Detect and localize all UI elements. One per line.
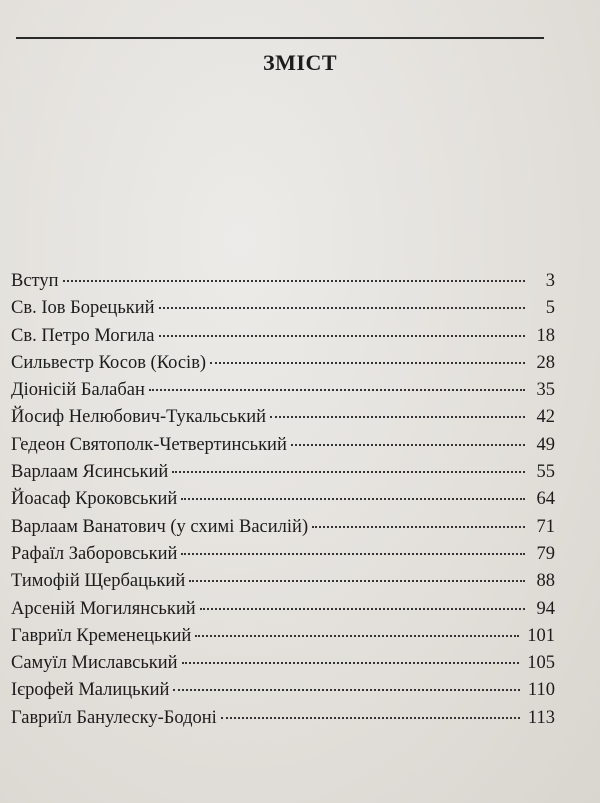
toc-entry-name: Тимофій Щербацький (11, 571, 186, 592)
toc-entry-page: 55 (536, 462, 555, 483)
toc-entry-name: Варлаам Ванатович (у схимі Василій) (11, 516, 309, 537)
toc-entry-page: 35 (536, 380, 555, 401)
toc-entry-name: Сильвестр Косов (Косів) (11, 352, 207, 373)
toc-entry-page: 88 (536, 571, 555, 592)
toc-entry (11, 459, 555, 486)
toc-entry-name: Варлаам Ясинський (11, 462, 169, 483)
toc-entry (11, 350, 555, 377)
toc-entry-page: 49 (536, 434, 555, 455)
toc-entry-page: 94 (536, 598, 555, 619)
toc-entry-page: 79 (536, 543, 555, 564)
toc-entry (11, 404, 555, 431)
dot-leader (172, 471, 525, 473)
toc-entry (11, 650, 555, 677)
dot-leader (200, 608, 525, 610)
toc-entry-name: Гедеон Святополк-Четвертинський (11, 434, 287, 455)
dot-leader (63, 280, 525, 282)
dot-leader (312, 526, 525, 528)
header-rule (16, 37, 544, 39)
toc-entry (11, 677, 555, 704)
toc-entry-name: Св. Іов Борецький (11, 298, 155, 319)
toc-entry (11, 514, 555, 541)
toc-entry-name: Гавриїл Кременецький (11, 625, 192, 646)
toc-entry-page: 3 (545, 271, 555, 291)
toc-entry (11, 268, 555, 295)
toc-entry-name: Самуїл Миславський (11, 653, 178, 674)
page-title: ЗМІСТ (263, 50, 337, 75)
toc-entry-page: 71 (536, 516, 555, 537)
dot-leader (189, 580, 525, 582)
dot-leader (159, 335, 525, 337)
toc-entry (11, 705, 555, 732)
toc-entry-page: 113 (527, 707, 555, 728)
toc-entry-page: 5 (545, 298, 555, 319)
toc-entry (11, 323, 555, 350)
toc-entry-name: Вступ (11, 271, 59, 291)
dot-leader (181, 553, 525, 555)
table-of-contents (11, 268, 555, 732)
toc-entry-page: 28 (536, 352, 555, 373)
toc-entry-name: Йоасаф Кроковський (11, 489, 178, 510)
toc-entry-name: Арсеній Могилянський (11, 598, 196, 619)
dot-leader (182, 662, 520, 664)
dot-leader (291, 444, 525, 446)
toc-entry (11, 541, 555, 568)
toc-entry-name: Св. Петро Могила (11, 325, 155, 346)
toc-entry-page: 105 (527, 653, 555, 674)
toc-entry-name: Діонісій Балабан (11, 380, 145, 401)
toc-entry-name: Гавриїл Банулеску-Бодоні (11, 707, 217, 728)
toc-entry-page: 42 (536, 407, 555, 428)
dot-leader (159, 307, 525, 309)
dot-leader (195, 635, 519, 637)
toc-entry-name: Рафаїл Заборовський (11, 543, 178, 564)
dot-leader (270, 416, 525, 418)
toc-entry (11, 568, 555, 595)
dot-leader (173, 689, 520, 691)
dot-leader (149, 389, 525, 391)
toc-entry (11, 432, 555, 459)
toc-entry (11, 486, 555, 513)
dot-leader (181, 498, 525, 500)
toc-entry-page: 18 (536, 325, 555, 346)
toc-entry-page: 110 (527, 680, 555, 701)
dot-leader (221, 717, 520, 719)
toc-entry-name: Йосиф Нелюбович-Тукальський (11, 407, 266, 428)
toc-entry (11, 623, 555, 650)
dot-leader (210, 362, 525, 364)
toc-entry-page: 101 (527, 625, 555, 646)
toc-entry (11, 596, 555, 623)
toc-entry (11, 377, 555, 404)
toc-entry (11, 295, 555, 322)
toc-entry-page: 64 (536, 489, 555, 510)
toc-entry-name: Ієрофей Малицький (11, 680, 170, 701)
